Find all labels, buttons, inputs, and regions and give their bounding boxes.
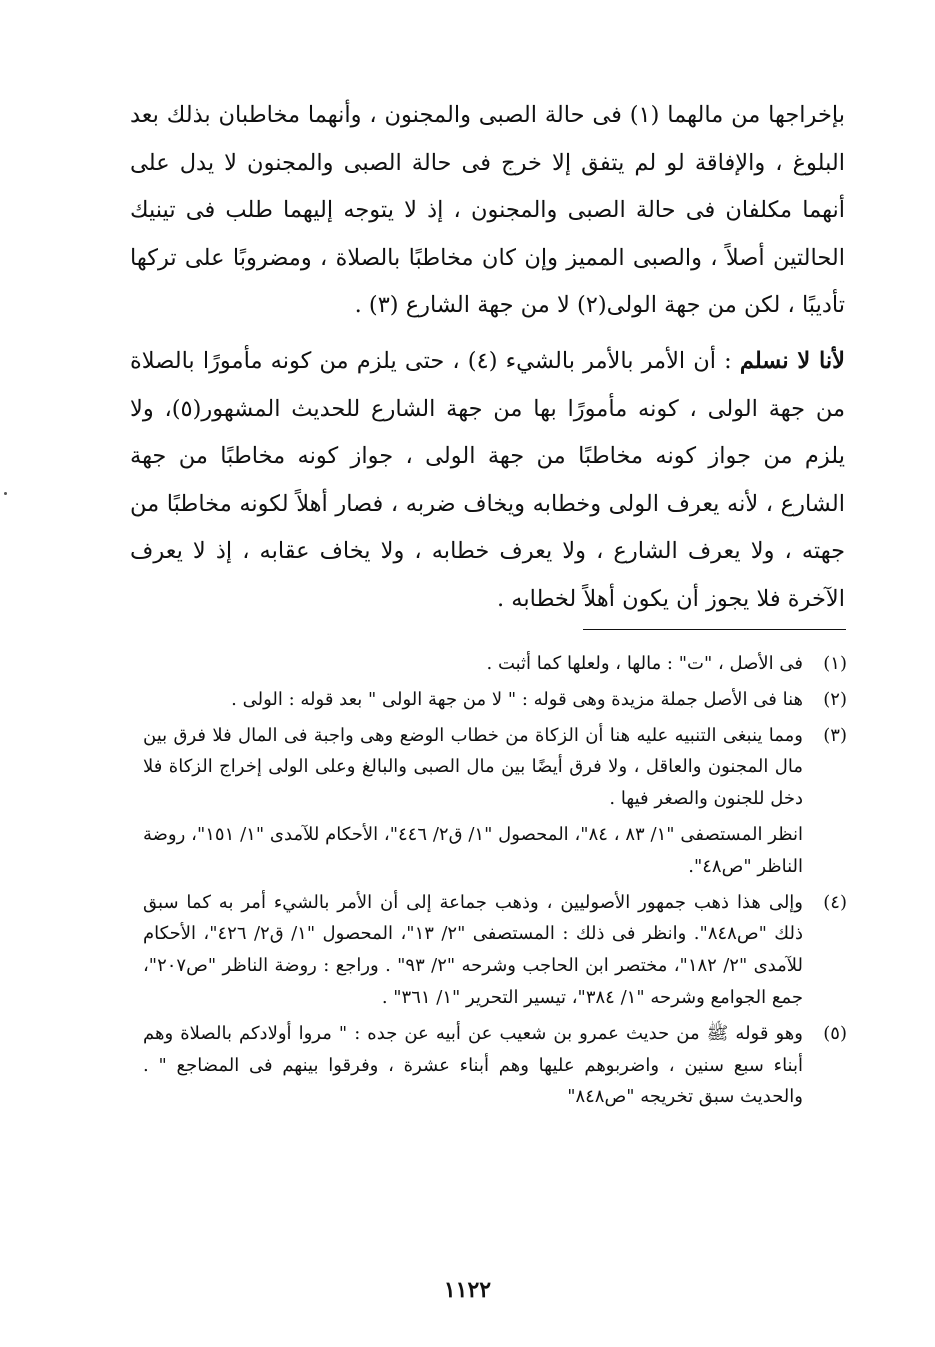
- footnote-number: (١): [823, 653, 847, 674]
- footnote-number: (٤): [823, 891, 847, 913]
- scan-speck: [4, 492, 7, 495]
- paragraph-1: [130, 92, 845, 330]
- footnote-number: (٣): [823, 724, 847, 746]
- paragraph-text: : أن الأمر بالأمر بالشيء (٤) ، حتى يلزم من كونه مأمورًا بالصلاة من جهة الولى ، كونه مأمورًا بها من جهة الشارع للحديث المشهور(٥)، ولا يلزم من جواز كونه مخاطبًا من جهة الولى ، جواز كونه مخاطبًا من جهة الشارع ، لأنه يعرف الولى وخطابه ويخاف ضربه ، فصار أهلاً لكونه مخاطبًا من جهته ، ولا يعرف الشارع ، ولا يعرف خطابه ، ولا يخاف عقابه ، إذ لا يعرف الآخرة فلا يجوز أن يكون أهلاً لخطابه .: [130, 347, 846, 612]
- paragraph-lead: لأنا لا نسلم: [739, 347, 845, 374]
- footnotes: [143, 648, 847, 1113]
- footnote-number: (٥): [823, 1022, 847, 1044]
- footnote-number: (٢): [823, 688, 847, 710]
- main-text: [130, 92, 845, 624]
- footnote-text: فى الأصل ، "ت" : مالها ، ولعلها كما أثبت .: [486, 653, 803, 674]
- paragraph-text: بإخراجها من مالهما (١) فى حالة الصبى والمجنون ، وأنهما مخاطبان بذلك بعد البلوغ ، والإفاقة لو لم يتفق إلا خرج فى حالة الصبى والمجنون لا يدل على أنهما مكلفان فى حالة الصبى والمجنون ، إذ لا يتوجه إليهما طلب فى تينيك الحالتين أصلاً ، والصبى المميز وإن كان مخاطبًا بالصلاة ، ومضروبًا على تركها تأديبًا ، لكن من جهة الولى(٢) لا من جهة الشارع (٣) .: [130, 102, 845, 319]
- paragraph-2: [130, 338, 845, 624]
- page-number: ١١٢٢: [443, 1277, 492, 1303]
- footnote-text: ومما ينبغى التنبيه عليه هنا أن الزكاة من خطاب الوضع وهى واجبة فى المال فلا فرق بين مال المجنون والعاقل ، ولا فرق أيضًا بين مال الصبى والبالغ وعلى الولى إخراج الزكاة فلا دخل للجنون والصغر فيها .: [143, 724, 803, 810]
- footnote-5: [143, 1018, 847, 1113]
- footnote-1: [143, 648, 847, 680]
- footnote-2: [143, 684, 847, 716]
- footnote-text: وإلى هذا ذهب جمهور الأصوليين ، وذهب جماعة إلى أن الأمر بالشيء أمر به كما سبق ذلك "ص٨٤٨". وانظر فى ذلك : المستصفى "٢/ ١٣"، المحصول "١/ ق٢/ ٤٢٦"، الأحكام للآمدى "٢/ ١٨٢"، مختصر ابن الحاجب وشرحه "٢/ ٩٣" . وراجع : روضة الناظر "ص٢٠٧"، جمع الجوامع وشرحه "١/ ٣٨٤"، تيسير التحرير "١/ ٣٦١" .: [143, 891, 803, 1008]
- footnote-text: هنا فى الأصل جملة مزيدة وهى قوله : " لا من جهة الولى " بعد قوله : الولى .: [231, 688, 803, 710]
- footnote-text: وهو قوله ﷺ من حديث عمرو بن شعيب عن أبيه عن جده : " مروا أولادكم بالصلاة وهم أبناء سبع سنين ، واضربوهم عليها وهم أبناء عشرة ، وفرقوا بينهم فى المضاجع " . والحديث سبق تخريجه "ص٨٤٨": [143, 1022, 803, 1108]
- footnote-3: [143, 720, 847, 883]
- footnote-4: [143, 887, 847, 1014]
- footnote-references: انظر المستصفى "١/ ٨٣ ، ٨٤"، المحصول "١/ ق٢/ ٤٤٦"، الأحكام للآمدى "١/ ١٥١"، روضة الناظر "ص٤٨".: [143, 823, 803, 877]
- footnote-separator: [583, 629, 846, 630]
